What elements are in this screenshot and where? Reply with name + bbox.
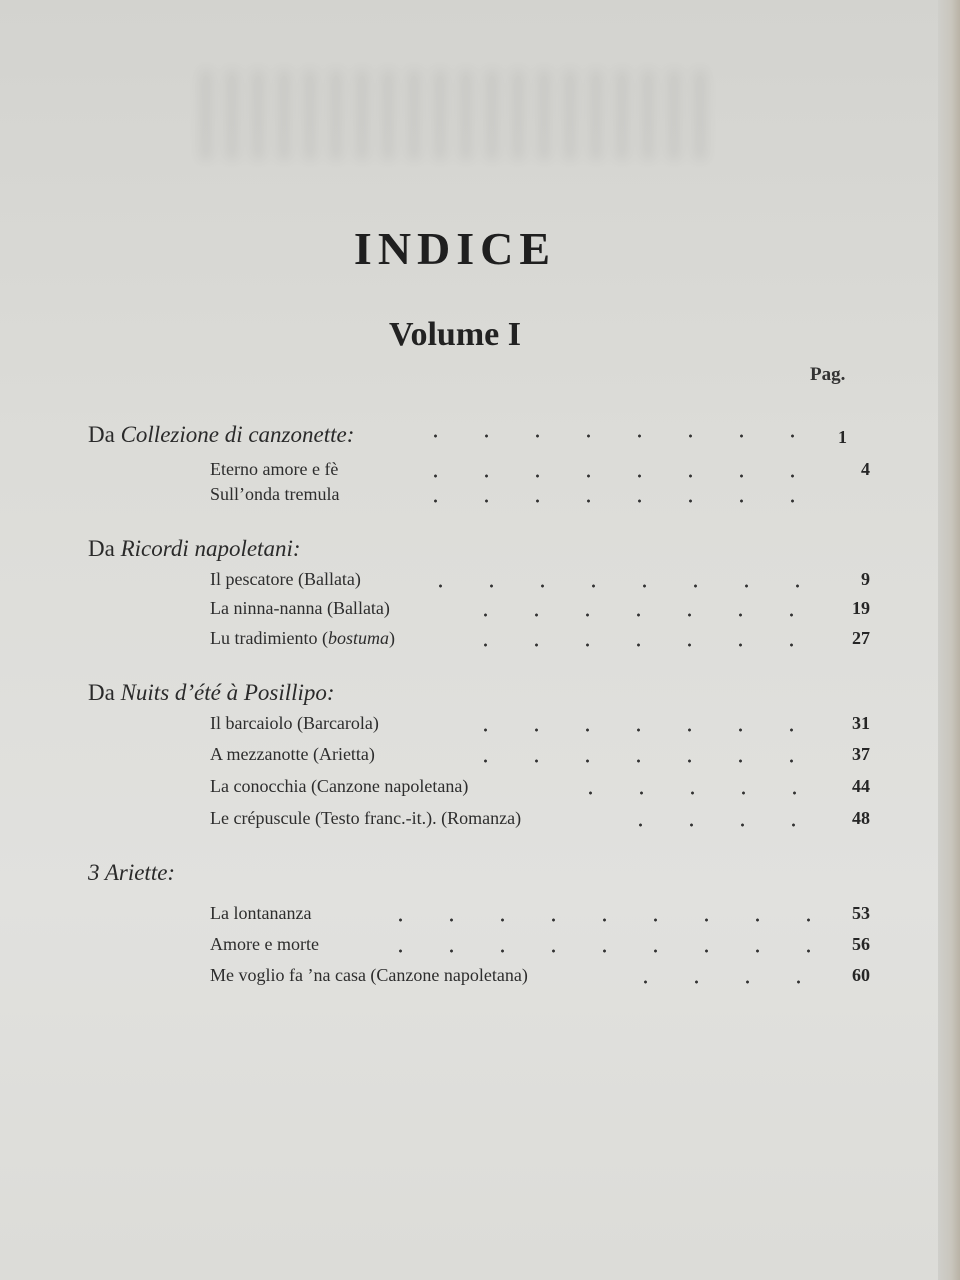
section-prefix: Da	[88, 422, 121, 447]
entry-title: Me voglio fa ’na casa (Canzone napoletana)	[210, 965, 528, 985]
volume-title: Volume I	[389, 316, 521, 353]
dot-leader	[410, 474, 830, 478]
page-number: 27	[852, 628, 870, 648]
entry-title: Le crépuscule (Testo franc.-it.). (Romanza)	[210, 808, 522, 828]
entry-title: Amore e morte	[210, 934, 319, 954]
index-entry	[210, 569, 870, 595]
section-prefix: Da	[88, 680, 121, 705]
dot-leader	[410, 499, 830, 503]
entry-title: Lu tradimiento (bostuma)	[210, 628, 395, 648]
page-number: 9	[861, 569, 870, 589]
page-number: 48	[852, 808, 870, 828]
index-entry	[210, 484, 870, 510]
page-number: 19	[852, 598, 870, 618]
section-heading-collezione	[88, 422, 354, 448]
dot-leader	[415, 584, 835, 588]
section-heading-ariette	[88, 860, 175, 886]
section-title: Collezione di canzonette:	[120, 422, 355, 447]
dot-leader	[565, 791, 835, 795]
dot-leader	[460, 643, 830, 647]
page-number: 53	[852, 903, 870, 923]
entry-title: La conocchia (Canzone napoletana)	[210, 776, 469, 796]
bleed-through-shadow	[200, 70, 720, 160]
page-edge	[938, 0, 960, 1280]
section-title: 3 Ariette:	[88, 860, 176, 885]
index-entry	[210, 459, 870, 485]
entry-title: A mezzanotte (Arietta)	[210, 744, 375, 764]
dot-leader	[375, 949, 835, 953]
entry-title: Eterno amore e fè	[210, 459, 339, 479]
index-entry	[210, 934, 870, 960]
index-entry	[210, 713, 870, 739]
entry-title: Il pescatore (Ballata)	[210, 569, 361, 589]
section-heading-ricordi	[88, 536, 301, 562]
entry-title: Il barcaiolo (Barcarola)	[210, 713, 379, 733]
section-prefix: Da	[88, 536, 121, 561]
entry-title: La lontananza	[210, 903, 312, 923]
index-entry	[210, 776, 870, 802]
dot-leader	[375, 918, 835, 922]
page-number: 37	[852, 744, 870, 764]
section-title: Nuits d’été à Posillipo:	[120, 680, 335, 705]
dot-leader	[460, 759, 830, 763]
page-number: 31	[852, 713, 870, 733]
dot-leader	[620, 980, 835, 984]
page-number: 56	[852, 934, 870, 954]
page-number: 4	[861, 459, 870, 479]
dot-leader	[410, 434, 830, 438]
entry-title: La ninna-nanna (Ballata)	[210, 598, 390, 618]
page-number: 1	[838, 427, 847, 447]
dot-leader	[460, 613, 830, 617]
dot-leader	[460, 728, 830, 732]
index-entry	[210, 744, 870, 770]
index-entry	[210, 903, 870, 929]
section-title: Ricordi napoletani:	[120, 536, 301, 561]
page-column-label: Pag.	[810, 364, 846, 385]
page-number: 44	[852, 776, 870, 796]
index-entry	[210, 628, 870, 654]
index-title: INDICE	[353, 223, 557, 274]
entry-title: Sull’onda tremula	[210, 484, 340, 504]
section-heading-nuits	[88, 680, 335, 706]
page-number: 60	[852, 965, 870, 985]
index-entry	[210, 808, 870, 834]
index-entry	[210, 965, 870, 991]
index-entry	[210, 598, 870, 624]
dot-leader	[615, 823, 835, 827]
